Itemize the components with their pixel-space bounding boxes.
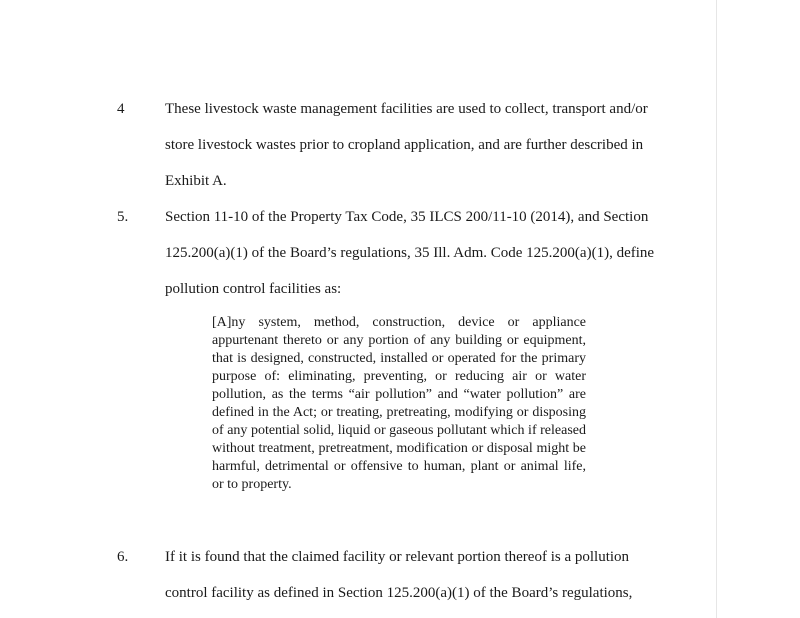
page-edge-divider (716, 0, 717, 618)
paragraph-number: 6. (117, 549, 129, 565)
block-quote: [A]ny system, method, construction, device or appliance appurtenant thereto or any portion of any building or equipment, that is designed, constructed, installed or operated for the primary purpose of: eliminating, preventing, or reducing air or water pollution, as the terms “air pollution” and “water pollution” are defined in the Act; or treating, pretreating, modifying or disposing of any potential solid, liquid or gaseous pollutant which if released without treatment, pretreatment, modification or disposal might be harmful, detrimental or offensive to human, plant or animal life, or to property. (212, 315, 586, 492)
paragraph-number: 4 (117, 101, 125, 117)
paragraph-line: pollution control facilities as: (165, 281, 342, 297)
paragraph-line: Section 11-10 of the Property Tax Code, 35 ILCS 200/11-10 (2014), and Section (165, 209, 649, 225)
paragraph-line: Exhibit A. (165, 173, 227, 189)
paragraph-line: 125.200(a)(1) of the Board’s regulations, 35 Ill. Adm. Code 125.200(a)(1), define (165, 245, 655, 261)
paragraph-number: 5. (117, 209, 129, 225)
paragraph-line: control facility as defined in Section 125.200(a)(1) of the Board’s regulations, (165, 585, 633, 601)
paragraph-line: These livestock waste management facilities are used to collect, transport and/or (165, 101, 648, 117)
paragraph-line: store livestock wastes prior to cropland application, and are further described in (165, 137, 644, 153)
paragraph-line: If it is found that the claimed facility or relevant portion thereof is a pollution (165, 549, 630, 565)
